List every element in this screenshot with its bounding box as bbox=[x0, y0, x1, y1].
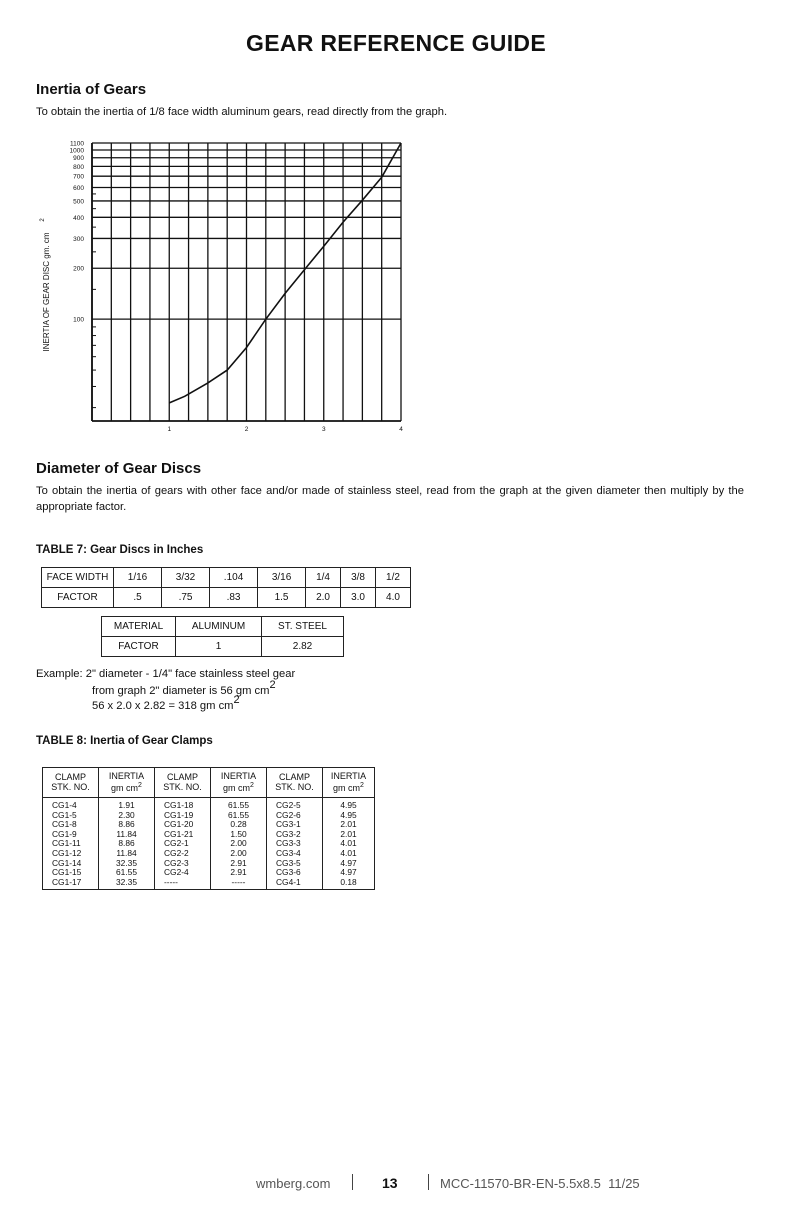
inertia-chart bbox=[36, 130, 416, 440]
clamp-stock-number: CG3-4 bbox=[276, 847, 301, 858]
x-tick-label: 2 bbox=[244, 426, 249, 433]
clamp-inertia-value: 4.95 bbox=[340, 800, 357, 810]
face-width-cell: 3/32 bbox=[162, 568, 210, 588]
clamp-inertia-value: 61.55 bbox=[228, 809, 249, 820]
material-cell: ST. STEEL bbox=[262, 617, 344, 637]
inertia-header: INERTIA gm $cm^2$ bbox=[323, 768, 375, 798]
y-tick-label: 300 bbox=[73, 235, 84, 243]
material-row bbox=[102, 617, 344, 637]
material-table bbox=[101, 616, 344, 657]
clamp-stock-number: CG1-8 bbox=[52, 819, 77, 830]
clamp-header: CLAMP STK. NO. bbox=[43, 768, 99, 798]
footer-page-number: 13 bbox=[382, 1175, 398, 1191]
y-tick-label: 1000 bbox=[69, 147, 84, 155]
table7-caption: TABLE 7: Gear Discs in Inches bbox=[36, 544, 204, 556]
clamp-stock-number: CG2-4 bbox=[164, 867, 189, 878]
y-tick-label: 400 bbox=[73, 214, 84, 222]
clamp-stock-number: CG3-3 bbox=[276, 838, 301, 849]
clamp-inertia-value: 32.35 bbox=[116, 857, 137, 868]
material-factor-cell: 1 bbox=[176, 637, 262, 657]
face-width-row bbox=[42, 568, 411, 588]
y-tick-label: 1100 bbox=[70, 140, 84, 148]
clamp-stock-number: CG1-21 bbox=[164, 828, 194, 839]
y-tick-label: 800 bbox=[73, 163, 84, 171]
face-width-cell: 1/4 bbox=[306, 568, 341, 588]
factor-cell: 2.0 bbox=[306, 588, 341, 608]
clamp-column bbox=[267, 798, 323, 890]
inertia-description: To obtain the inertia of 1/8 face width aluminum gears, read directly from the graph. bbox=[36, 106, 448, 118]
clamp-inertia-value: 2.91 bbox=[230, 857, 247, 868]
clamp-inertia-value: 11.84 bbox=[116, 828, 137, 839]
clamp-stock-number: CG2-5 bbox=[276, 800, 301, 810]
discs-description: To obtain the inertia of gears with other face and/or made of stainless steel, read from the graph at the given diameter then multiply by the appropriate factor. bbox=[36, 485, 744, 513]
squared-marker: 2 bbox=[233, 694, 240, 706]
clamp-inertia-value: 1.50 bbox=[230, 828, 247, 839]
inertia-header: INERTIA gm $cm^2$ bbox=[211, 768, 267, 798]
clamp-stock-number: CG1-5 bbox=[52, 809, 77, 820]
factor-cell: .5 bbox=[114, 588, 162, 608]
clamp-stock-number: CG1-20 bbox=[164, 819, 194, 830]
clamp-stock-number: CG2-3 bbox=[164, 857, 189, 868]
example-line-3 bbox=[92, 694, 240, 714]
y-tick-label: 200 bbox=[73, 265, 84, 273]
clamp-stock-number: CG1-19 bbox=[164, 809, 194, 820]
clamp-inertia-value: 32.35 bbox=[116, 876, 137, 887]
material-cell: ALUMINUM bbox=[176, 617, 262, 637]
clamp-stock-number: ----- bbox=[164, 876, 178, 887]
material-factor-label: FACTOR bbox=[102, 637, 176, 657]
clamp-inertia-value: 1.91 bbox=[118, 800, 135, 810]
clamp-inertia-value: 0.18 bbox=[340, 876, 357, 887]
factor-cell: 4.0 bbox=[376, 588, 411, 608]
clamp-stock-number: CG1-12 bbox=[52, 847, 82, 858]
clamp-inertia-value: 2.01 bbox=[340, 828, 357, 839]
inertia-column bbox=[99, 798, 155, 890]
clamp-inertia-value: 0.28 bbox=[230, 819, 247, 830]
footer-separator bbox=[428, 1174, 429, 1190]
inertia-heading: Inertia of Gears bbox=[36, 81, 147, 98]
example-text-3: 56 x 2.0 x 2.82 = 318 gm cm bbox=[92, 700, 234, 712]
face-width-cell: 1/16 bbox=[114, 568, 162, 588]
clamp-inertia-value: 8.86 bbox=[118, 819, 135, 830]
clamp-stock-number: CG1-11 bbox=[52, 838, 81, 849]
footer-separator bbox=[352, 1174, 353, 1190]
factor-cell: 1.5 bbox=[258, 588, 306, 608]
y-tick-label: 100 bbox=[73, 316, 84, 324]
clamp-stock-number: CG1-14 bbox=[52, 857, 82, 868]
face-width-cell: 3/16 bbox=[258, 568, 306, 588]
face-width-cell: .104 bbox=[210, 568, 258, 588]
y-tick-label: 900 bbox=[73, 155, 84, 163]
clamp-inertia-value: 4.97 bbox=[340, 857, 357, 868]
clamp-inertia-value: 2.00 bbox=[230, 838, 247, 849]
inertia-header: INERTIA gm $cm^2$ bbox=[99, 768, 155, 798]
clamp-inertia-value: 4.97 bbox=[340, 867, 357, 878]
clamp-table-body bbox=[43, 798, 375, 890]
x-tick-label: 1 bbox=[167, 426, 172, 433]
clamp-stock-number: CG2-1 bbox=[164, 838, 189, 849]
clamp-inertia-value: 2.91 bbox=[230, 867, 247, 878]
clamp-stock-number: CG2-6 bbox=[276, 809, 301, 820]
clamp-inertia-value: 61.55 bbox=[116, 867, 137, 878]
footer-doc-code: MCC-11570-BR-EN-5.5x8.5 11/25 bbox=[440, 1176, 640, 1191]
footer-site: wmberg.com bbox=[256, 1176, 331, 1191]
y-axis-label-superscript: 2 bbox=[40, 218, 46, 222]
clamp-stock-number: CG1-17 bbox=[52, 876, 82, 887]
material-label: MATERIAL bbox=[102, 617, 176, 637]
clamp-table-header bbox=[43, 768, 375, 798]
factor-cell: .75 bbox=[162, 588, 210, 608]
clamp-inertia-value: 4.01 bbox=[340, 838, 357, 849]
example-line-2 bbox=[92, 679, 276, 699]
clamp-inertia-value: 2.01 bbox=[340, 819, 357, 830]
clamp-stock-number: CG4-1 bbox=[276, 876, 301, 887]
inertia-chart-svg bbox=[36, 130, 416, 440]
material-factor-cell: 2.82 bbox=[262, 637, 344, 657]
clamp-inertia-value: 2.00 bbox=[230, 847, 247, 858]
clamp-stock-number: CG3-2 bbox=[276, 828, 301, 839]
clamp-stock-number: CG3-6 bbox=[276, 867, 301, 878]
clamp-inertia-value: 2.30 bbox=[118, 809, 135, 820]
y-axis-label: INERTIA OF GEAR DISC gm. cm bbox=[42, 232, 51, 352]
clamp-stock-number: CG1-4 bbox=[52, 800, 77, 810]
material-factor-row bbox=[102, 637, 344, 657]
clamp-stock-number: CG1-18 bbox=[164, 800, 194, 810]
clamp-inertia-value: 4.95 bbox=[340, 809, 357, 820]
x-tick-label: 4 bbox=[399, 426, 403, 433]
clamp-stock-number: CG3-5 bbox=[276, 857, 301, 868]
clamp-column bbox=[43, 798, 99, 890]
clamp-column bbox=[155, 798, 211, 890]
clamp-stock-number: CG1-15 bbox=[52, 867, 82, 878]
clamp-inertia-table bbox=[42, 767, 375, 890]
squared-marker: 2 bbox=[269, 679, 276, 691]
clamp-inertia-value: 4.01 bbox=[340, 847, 357, 858]
factor-row bbox=[42, 588, 411, 608]
inertia-column bbox=[211, 798, 267, 890]
clamp-stock-number: CG1-9 bbox=[52, 828, 77, 839]
table8-caption: TABLE 8: Inertia of Gear Clamps bbox=[36, 735, 213, 747]
clamp-inertia-value: 61.55 bbox=[228, 800, 249, 810]
clamp-stock-number: CG2-2 bbox=[164, 847, 189, 858]
clamp-stock-number: CG3-1 bbox=[276, 819, 301, 830]
factor-label: FACTOR bbox=[42, 588, 114, 608]
example-line-1: Example: 2" diameter - 1/4" face stainless steel gear bbox=[36, 668, 296, 680]
y-tick-label: 500 bbox=[73, 198, 84, 206]
clamp-inertia-value: ----- bbox=[231, 876, 246, 887]
factor-cell: 3.0 bbox=[341, 588, 376, 608]
x-tick-label: 3 bbox=[321, 426, 326, 433]
clamp-header: CLAMP STK. NO. bbox=[155, 768, 211, 798]
clamp-inertia-value: 8.86 bbox=[118, 838, 135, 849]
face-width-table bbox=[41, 567, 411, 608]
inertia-column bbox=[323, 798, 375, 890]
face-width-cell: 1/2 bbox=[376, 568, 411, 588]
example-text-2: from graph 2" diameter is 56 gm cm bbox=[92, 685, 270, 697]
y-tick-label: 600 bbox=[73, 185, 84, 193]
clamp-header: CLAMP STK. NO. bbox=[267, 768, 323, 798]
factor-cell: .83 bbox=[210, 588, 258, 608]
y-tick-label: 700 bbox=[73, 173, 84, 181]
clamp-inertia-value: 11.84 bbox=[116, 847, 137, 858]
discs-heading: Diameter of Gear Discs bbox=[36, 460, 202, 477]
page-title: GEAR REFERENCE GUIDE bbox=[246, 30, 546, 56]
face-width-label: FACE WIDTH bbox=[42, 568, 114, 588]
face-width-cell: 3/8 bbox=[341, 568, 376, 588]
